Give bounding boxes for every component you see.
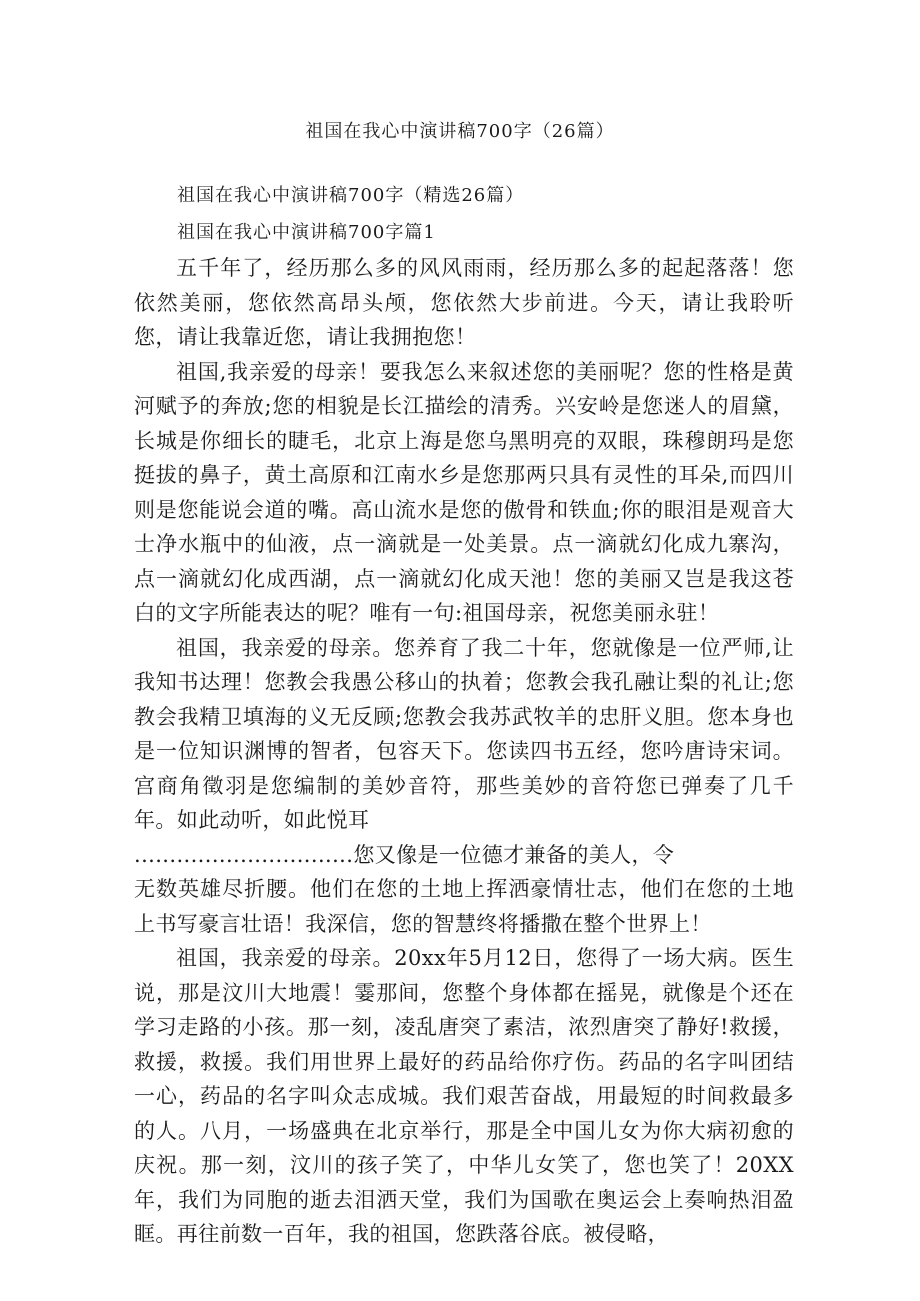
paragraph-dotted-line: ...............................您又像是一位德才兼备的美人，令 bbox=[134, 842, 675, 867]
paragraph: 祖国,我亲爱的母亲！要我怎么来叙述您的美丽呢？您的性格是黄河赋予的奔放;您的相貌是长江描绘的清秀。兴安岭是您迷人的眉黛，长城是你细长的睫毛，北京上海是您乌黑明亮的双眼，珠穆朗玛是您挺拔的鼻子，黄土高原和江南水乡是您那两只具有灵性的耳朵,而四川则是您能说会道的嘴。高山流水是您的傲骨和铁血;你的眼泪是观音大士净水瓶中的仙液，点一滴就是一处美景。点一滴就幻化成九寨沟，点一滴就幻化成西湖，点一滴就幻化成天池！您的美丽又岂是我这苍白的文字所能表达的呢？唯有一句:祖国母亲，祝您美丽永驻！ bbox=[134, 359, 794, 625]
section-heading: 祖国在我心中演讲稿700字篇1 bbox=[177, 222, 436, 243]
paragraph: 祖国，我亲爱的母亲。您养育了我二十年，您就像是一位严师,让我知书达理！您教会我愚公移山的执着；您教会我孔融让梨的礼让;您教会我精卫填海的义无反顾;您教会我苏武牧羊的忠肝义胆。您本身也是一位知识渊博的智者，包容天下。您读四书五经，您吟唐诗宋词。宫商角徵羽是您编制的美妙音符，那些美妙的音符您已弹奏了几千年。如此动听，如此悦耳 bbox=[134, 635, 794, 832]
document-title: 祖国在我心中演讲稿700字（26篇） bbox=[305, 121, 615, 142]
paragraph: 祖国，我亲爱的母亲。20xx年5月12日，您得了一场大病。医生说，那是汶川大地震！霎那间，您整个身体都在摇晃，就像是个还在学习走路的小孩。那一刻，凌乱唐突了素洁，浓烈唐突了静好!救援，救援，救援。我们用世界上最好的药品给你疗伤。药品的名字叫团结一心，药品的名字叫众志成城。我们艰苦奋战，用最短的时间救最多的人。八月，一场盛典在北京举行，那是全中国儿女为你大病初愈的庆祝。那一刻，汶川的孩子笑了，中华儿女笑了，您也笑了！20XX年，我们为同胞的逝去泪洒天堂，我们为国歌在奥运会上奏响热泪盈眶。再往前数一百年，我的祖国，您跌落谷底。被侵略， bbox=[134, 946, 794, 1246]
paragraph: 五千年了，经历那么多的风风雨雨，经历那么多的起起落落！您依然美丽，您依然高昂头颅，您依然大步前进。今天，请让我聆听您，请让我靠近您，请让我拥抱您！ bbox=[134, 256, 794, 349]
document-subtitle: 祖国在我心中演讲稿700字（精选26篇） bbox=[177, 185, 525, 206]
document-body bbox=[134, 251, 794, 1252]
paragraph-continuation: 无数英雄尽折腰。他们在您的土地上挥洒豪情壮志，他们在您的土地上书写豪言壮语！我深信，您的智慧终将播撒在整个世界上！ bbox=[134, 877, 794, 936]
